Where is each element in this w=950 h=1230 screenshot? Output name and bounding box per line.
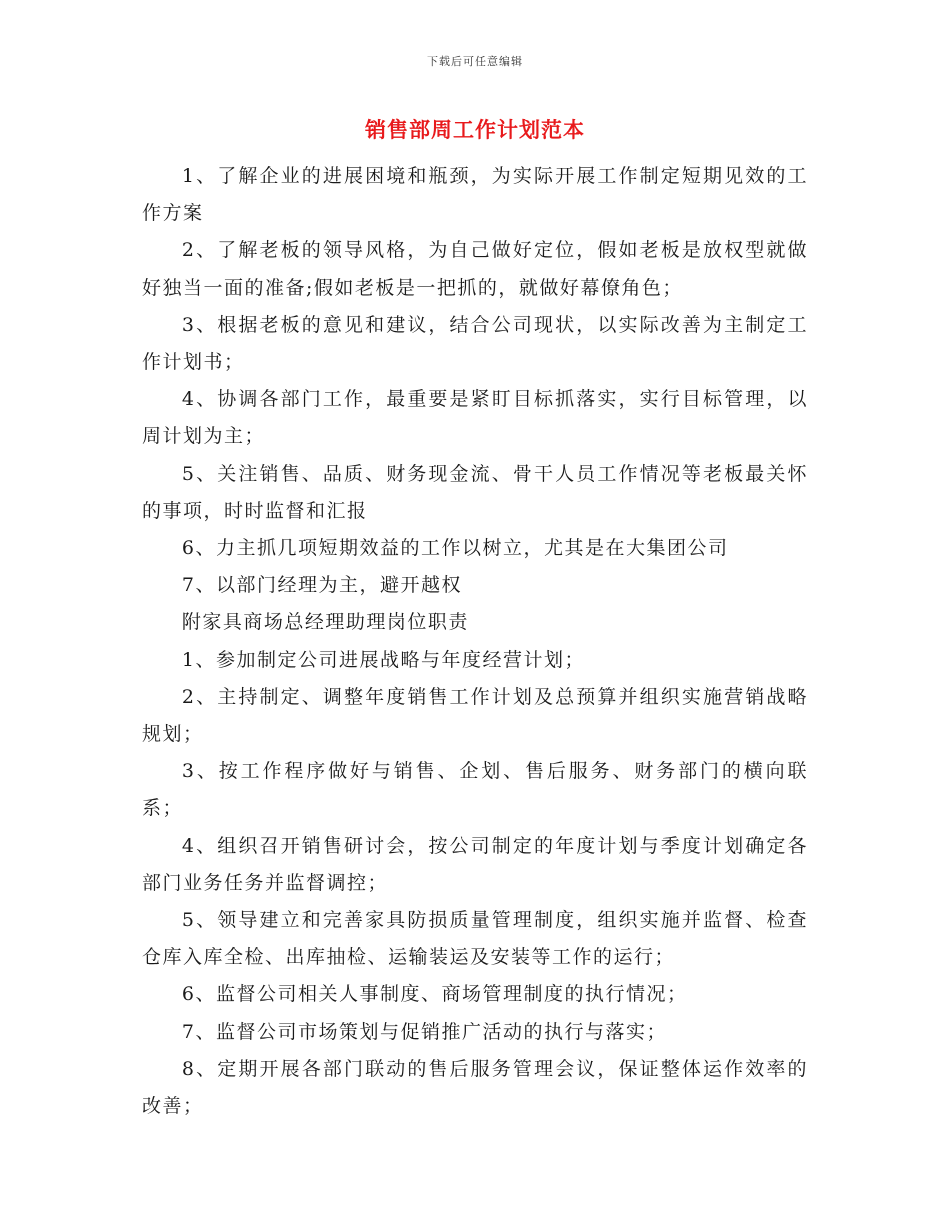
document-title: 销售部周工作计划范本 (365, 118, 585, 142)
paragraph: 5、领导建立和完善家具防损质量管理制度，组织实施并监督、检查仓库入库全检、出库抽检、运输装运及安装等工作的运行； (142, 909, 808, 969)
paragraph: 7、监督公司市场策划与促销推广活动的执行与落实； (181, 1020, 667, 1043)
paragraph: 1、了解企业的进展困境和瓶颈，为实际开展工作制定短期见效的工作方案 (142, 165, 808, 225)
paragraph: 7、以部门经理为主，避开越权 (181, 574, 462, 597)
paragraph: 1、参加制定公司进展战略与年度经营计划； (181, 648, 585, 671)
paragraph: 3、根据老板的意见和建议，结合公司现状，以实际改善为主制定工作计划书； (142, 313, 808, 374)
paragraph: 6、力主抓几项短期效益的工作以树立，尤其是在大集团公司 (181, 537, 729, 560)
paragraph: 2、了解老板的领导风格，为自己做好定位，假如老板是放权型就做好独当一面的准备;假如老板是一把抓的，就做好幕僚角色； (142, 239, 808, 299)
document-body (142, 158, 808, 1125)
header-note: 下载后可任意编辑 (427, 55, 523, 68)
paragraph: 6、监督公司相关人事制度、商场管理制度的执行情况； (181, 983, 688, 1006)
paragraph: 8、定期开展各部门联动的售后服务管理会议，保证整体运作效率的改善； (142, 1057, 808, 1118)
paragraph: 5、关注销售、品质、财务现金流、骨干人员工作情况等老板最关怀的事项，时时监督和汇报 (142, 462, 808, 522)
paragraph: 4、协调各部门工作，最重要是紧盯目标抓落实，实行目标管理，以周计划为主； (142, 388, 808, 448)
section-heading: 附家具商场总经理助理岗位职责 (181, 611, 469, 634)
paragraph: 3、按工作程序做好与销售、企划、售后服务、财务部门的横向联系； (142, 760, 808, 820)
paragraph: 4、组织召开销售研讨会，按公司制定的年度计划与季度计划确定各部门业务任务并监督调控； (142, 834, 808, 894)
paragraph: 2、主持制定、调整年度销售工作计划及总预算并组织实施营销战略规划； (142, 685, 808, 746)
